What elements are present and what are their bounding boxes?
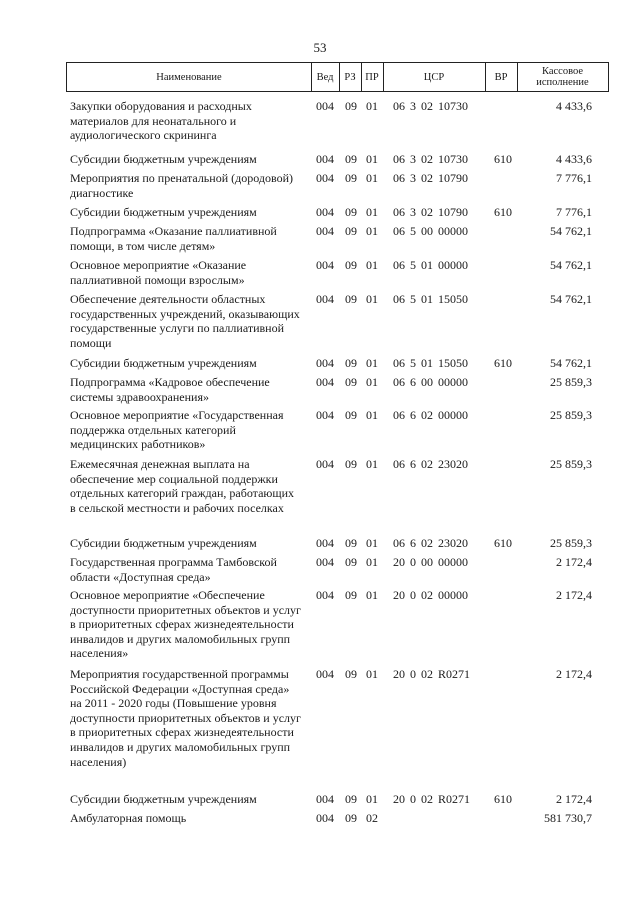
row-pr: 01 — [366, 152, 378, 166]
column-header-name: Наименование — [67, 63, 312, 91]
row-amount: 54 762,1 — [550, 292, 592, 306]
row-csr: 20 0 00 00000 — [393, 555, 468, 569]
row-rz: 09 — [345, 536, 357, 550]
row-name: Амбулаторная помощь — [70, 811, 187, 825]
row-pr: 01 — [366, 457, 378, 471]
row-ved: 004 — [316, 408, 334, 422]
row-amount: 2 172,4 — [556, 588, 592, 602]
column-header-amount: Кассовое исполнение — [536, 66, 589, 88]
row-name: Государственная программа Тамбовской области «Доступная среда» — [70, 555, 277, 584]
row-pr: 01 — [366, 555, 378, 569]
row-vr: 610 — [494, 205, 512, 219]
row-amount: 4 433,6 — [556, 152, 592, 166]
row-name: Основное мероприятие «Обеспечение доступности приоритетных объектов и услуг в приоритетных сферах жизнедеятельности инвалидов и других маломобильных групп населения» — [70, 588, 301, 661]
row-rz: 09 — [345, 258, 357, 272]
row-name: Ежемесячная денежная выплата на обеспечение мер социальной поддержки отдельных категорий граждан, работающих в сельской местности и рабочих поселках — [70, 457, 295, 515]
row-amount: 25 859,3 — [550, 457, 592, 471]
row-csr: 20 0 02 00000 — [393, 588, 468, 602]
row-pr: 01 — [366, 205, 378, 219]
row-ved: 004 — [316, 99, 334, 113]
row-ved: 004 — [316, 555, 334, 569]
row-name: Субсидии бюджетным учреждениям — [70, 356, 257, 370]
row-pr: 01 — [366, 356, 378, 370]
row-csr: 06 5 01 15050 — [393, 356, 468, 370]
row-rz: 09 — [345, 667, 357, 681]
row-name: Основное мероприятие «Государственная поддержка отдельных категорий медицинских работников» — [70, 408, 284, 452]
row-pr: 01 — [366, 171, 378, 185]
row-amount: 2 172,4 — [556, 792, 592, 806]
row-rz: 09 — [345, 99, 357, 113]
row-rz: 09 — [345, 292, 357, 306]
column-header-ved: Вед — [311, 63, 340, 91]
row-pr: 01 — [366, 588, 378, 602]
row-amount: 25 859,3 — [550, 536, 592, 550]
row-ved: 004 — [316, 588, 334, 602]
row-amount: 4 433,6 — [556, 99, 592, 113]
row-rz: 09 — [345, 811, 357, 825]
row-name: Обеспечение деятельности областных государственных учреждений, оказывающих государственные услуги по паллиативной помощи — [70, 292, 300, 350]
row-csr: 06 3 02 10790 — [393, 205, 468, 219]
row-ved: 004 — [316, 258, 334, 272]
column-header-pr: ПР — [361, 63, 384, 91]
row-ved: 004 — [316, 667, 334, 681]
row-csr: 06 6 00 00000 — [393, 375, 468, 389]
row-rz: 09 — [345, 375, 357, 389]
row-ved: 004 — [316, 224, 334, 238]
row-amount: 54 762,1 — [550, 356, 592, 370]
row-rz: 09 — [345, 555, 357, 569]
row-csr: 06 5 01 00000 — [393, 258, 468, 272]
row-name: Основное мероприятие «Оказание паллиативной помощи взрослым» — [70, 258, 247, 287]
row-ved: 004 — [316, 375, 334, 389]
row-pr: 02 — [366, 811, 378, 825]
row-name: Подпрограмма «Кадровое обеспечение системы здравоохранения» — [70, 375, 270, 404]
row-ved: 004 — [316, 792, 334, 806]
row-vr: 610 — [494, 356, 512, 370]
row-vr: 610 — [494, 152, 512, 166]
row-pr: 01 — [366, 258, 378, 272]
row-pr: 01 — [366, 536, 378, 550]
row-ved: 004 — [316, 811, 334, 825]
row-pr: 01 — [366, 408, 378, 422]
row-pr: 01 — [366, 292, 378, 306]
row-csr: 06 6 02 23020 — [393, 457, 468, 471]
row-name: Мероприятия государственной программы Российской Федерации «Доступная среда» на 2011 - 2020 годы (Повышение уровня доступности приоритетных объектов и услуг в приоритетных сферах жизнедеятельности инвалидов и других маломобильных групп населения) — [70, 667, 301, 769]
row-amount: 7 776,1 — [556, 205, 592, 219]
row-csr: 06 5 01 15050 — [393, 292, 468, 306]
row-pr: 01 — [366, 224, 378, 238]
row-csr: 06 6 02 00000 — [393, 408, 468, 422]
row-pr: 01 — [366, 99, 378, 113]
column-header-csr: ЦСР — [383, 63, 486, 91]
row-rz: 09 — [345, 205, 357, 219]
page-number: 53 — [313, 40, 327, 55]
row-csr: 06 3 02 10790 — [393, 171, 468, 185]
row-amount: 2 172,4 — [556, 667, 592, 681]
row-amount: 54 762,1 — [550, 224, 592, 238]
row-csr: 06 3 02 10730 — [393, 99, 468, 113]
row-amount: 25 859,3 — [550, 408, 592, 422]
row-name: Субсидии бюджетным учреждениям — [70, 792, 257, 806]
row-rz: 09 — [345, 408, 357, 422]
row-csr: 06 6 02 23020 — [393, 536, 468, 550]
row-rz: 09 — [345, 792, 357, 806]
row-name: Субсидии бюджетным учреждениям — [70, 152, 257, 166]
row-vr: 610 — [494, 792, 512, 806]
row-name: Субсидии бюджетным учреждениям — [70, 205, 257, 219]
row-name: Мероприятия по пренатальной (дородовой) диагностике — [70, 171, 293, 200]
row-amount: 2 172,4 — [556, 555, 592, 569]
row-rz: 09 — [345, 457, 357, 471]
row-amount: 25 859,3 — [550, 375, 592, 389]
row-vr: 610 — [494, 536, 512, 550]
row-amount: 7 776,1 — [556, 171, 592, 185]
row-ved: 004 — [316, 292, 334, 306]
row-rz: 09 — [345, 356, 357, 370]
column-header-rz: РЗ — [339, 63, 362, 91]
row-rz: 09 — [345, 588, 357, 602]
row-csr: 20 0 02 R0271 — [393, 667, 471, 681]
row-ved: 004 — [316, 536, 334, 550]
row-pr: 01 — [366, 792, 378, 806]
row-amount: 54 762,1 — [550, 258, 592, 272]
row-csr: 06 3 02 10730 — [393, 152, 468, 166]
row-ved: 004 — [316, 205, 334, 219]
row-amount: 581 730,7 — [544, 811, 592, 825]
row-pr: 01 — [366, 375, 378, 389]
row-ved: 004 — [316, 171, 334, 185]
row-name: Закупки оборудования и расходных материалов для неонатального и аудиологического скрининга — [70, 99, 252, 143]
row-rz: 09 — [345, 171, 357, 185]
row-csr: 06 5 00 00000 — [393, 224, 468, 238]
row-ved: 004 — [316, 356, 334, 370]
row-rz: 09 — [345, 152, 357, 166]
row-ved: 004 — [316, 152, 334, 166]
row-name: Подпрограмма «Оказание паллиативной помощи, в том числе детям» — [70, 224, 277, 253]
row-rz: 09 — [345, 224, 357, 238]
row-pr: 01 — [366, 667, 378, 681]
row-name: Субсидии бюджетным учреждениям — [70, 536, 257, 550]
row-ved: 004 — [316, 457, 334, 471]
column-header-vr: ВР — [485, 63, 518, 91]
row-csr: 20 0 02 R0271 — [393, 792, 471, 806]
